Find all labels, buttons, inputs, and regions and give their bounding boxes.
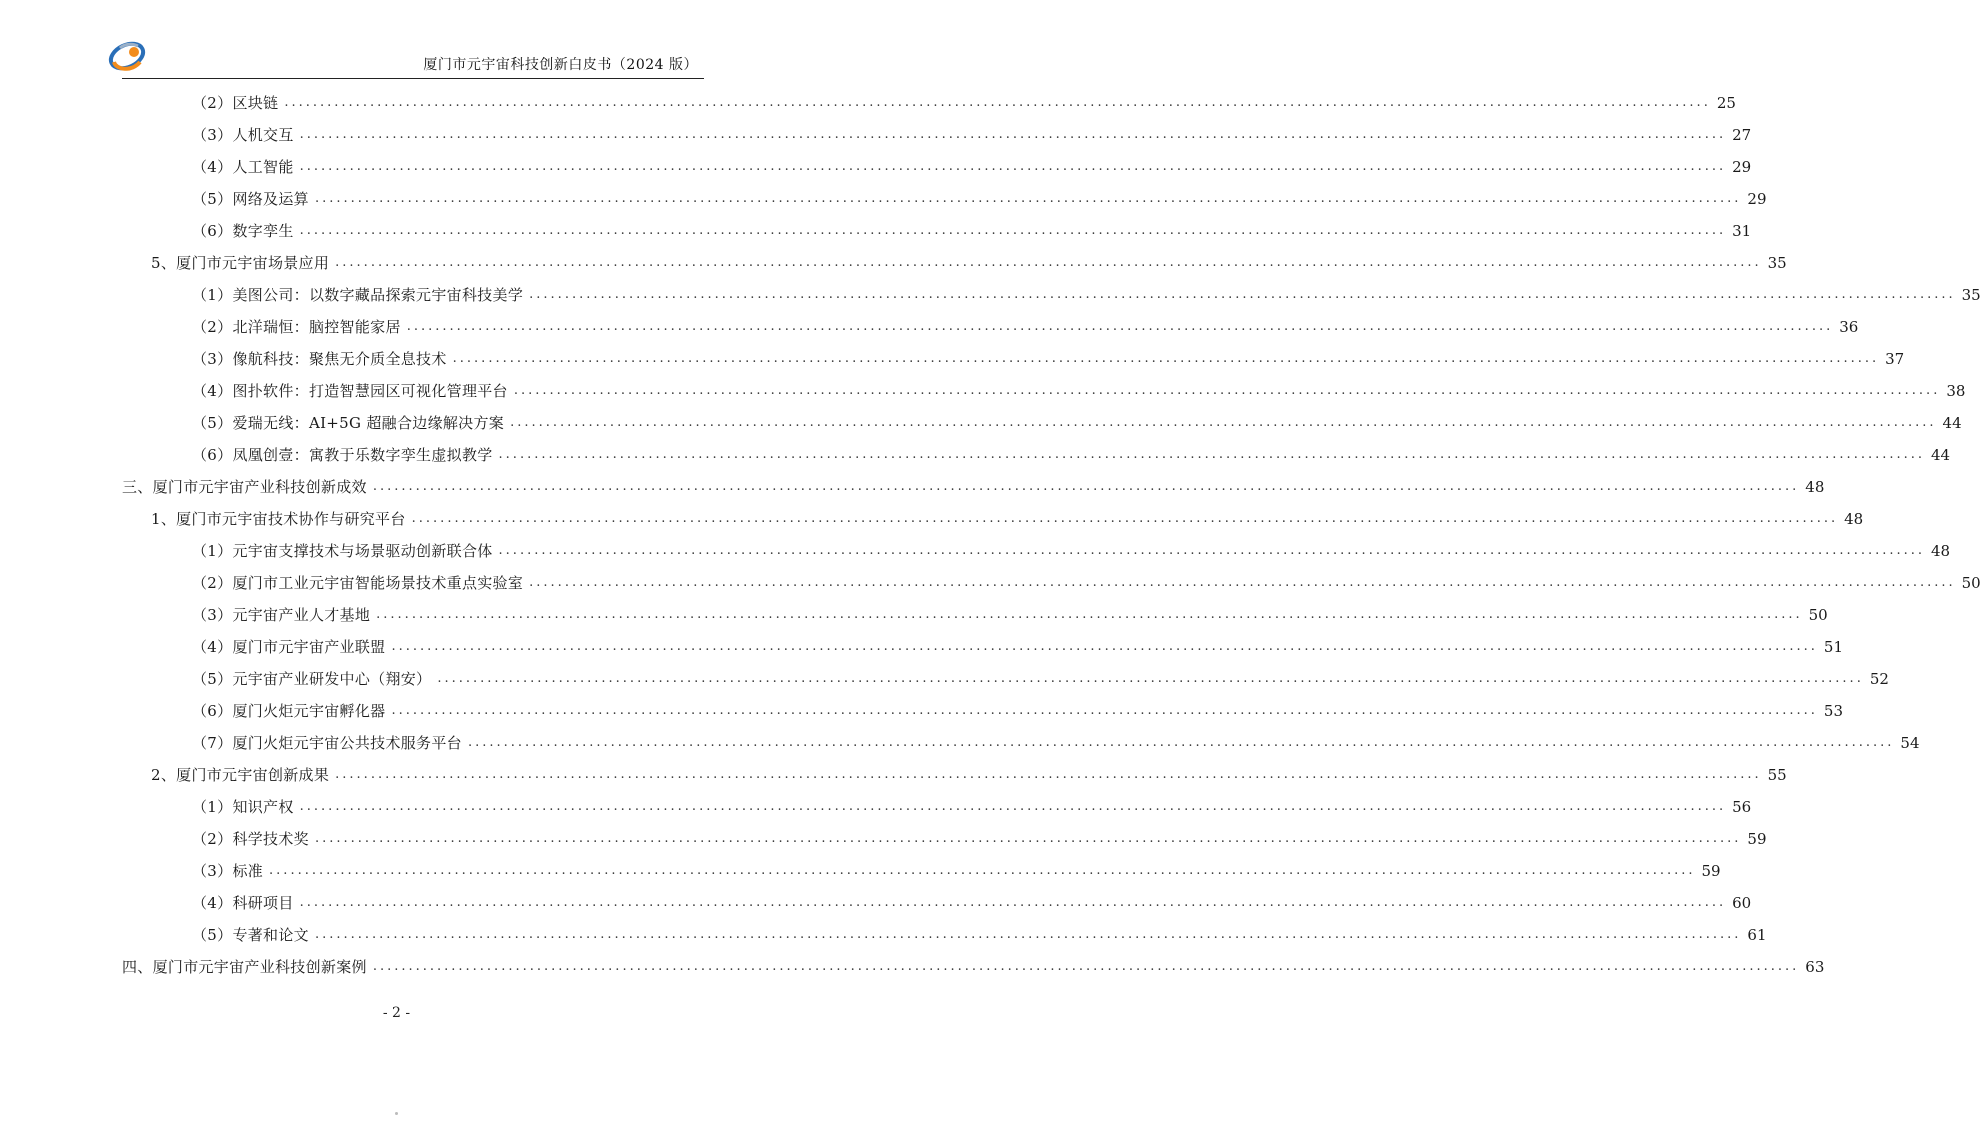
toc-entry-label: 1、厦门市元宇宙技术协作与研究平台 bbox=[151, 510, 406, 528]
toc-leader-dots: ........................................................................................................................................................................................................ bbox=[269, 863, 1696, 878]
toc-entry-label: （6）凤凰创壹：寓教于乐数字孪生虚拟教学 bbox=[192, 446, 493, 464]
toc-entry[interactable] bbox=[192, 567, 1981, 599]
toc-entry[interactable] bbox=[192, 279, 1981, 311]
toc-entry-page: 50 bbox=[1808, 606, 1828, 624]
toc-leader-dots: ........................................................................................................................................................................................................ bbox=[391, 703, 1818, 718]
toc-leader-dots: ........................................................................................................................................................................................................ bbox=[335, 767, 1762, 782]
toc-entry-page: 35 bbox=[1767, 254, 1787, 272]
toc-entry-label: （3）标准 bbox=[192, 862, 264, 880]
toc-entry-page: 53 bbox=[1823, 702, 1844, 720]
toc-entry-label: （5）专著和论文 bbox=[192, 926, 309, 944]
orbit-logo-icon bbox=[106, 38, 148, 74]
toc-leader-dots: ........................................................................................................................................................................................................ bbox=[510, 415, 1937, 430]
toc-entry-page: 59 bbox=[1701, 862, 1721, 880]
toc-leader-dots: ........................................................................................................................................................................................................ bbox=[335, 255, 1762, 270]
toc-entry-label: （3）像航科技：聚焦无介质全息技术 bbox=[192, 350, 447, 368]
toc-entry-label: （6）数字孪生 bbox=[192, 222, 294, 240]
toc-entry-label: 四、厦门市元宇宙产业科技创新案例 bbox=[122, 958, 367, 976]
toc-entry-page: 37 bbox=[1885, 350, 1905, 368]
toc-entry-label: （2）北洋瑞恒：脑控智能家居 bbox=[192, 318, 401, 336]
toc-leader-dots: ........................................................................................................................................................................................................ bbox=[513, 383, 1941, 398]
toc-entry[interactable] bbox=[192, 727, 1920, 759]
toc-entry-label: （5）爱瑞无线：AI+5G 超融合边缘解决方案 bbox=[192, 414, 505, 432]
toc-entry-page: 48 bbox=[1805, 478, 1825, 496]
toc-leader-dots: ........................................................................................................................................................................................................ bbox=[452, 351, 1880, 366]
toc-entry[interactable] bbox=[151, 247, 1787, 279]
toc-entry[interactable] bbox=[192, 535, 1951, 567]
toc-entry-page: 44 bbox=[1931, 446, 1951, 464]
toc-entry-page: 60 bbox=[1732, 894, 1752, 912]
toc-leader-dots: ........................................................................................................................................................................................................ bbox=[299, 127, 1727, 142]
toc-entry[interactable] bbox=[192, 887, 1752, 919]
toc-entry[interactable] bbox=[151, 503, 1864, 535]
toc-entry-label: （3）元宇宙产业人才基地 bbox=[192, 606, 371, 624]
toc-entry-page: 61 bbox=[1747, 926, 1767, 944]
toc-entry-page: 48 bbox=[1844, 510, 1864, 528]
toc-entry-page: 52 bbox=[1869, 670, 1889, 688]
toc-entry-label: （5）元宇宙产业研发中心（翔安） bbox=[192, 670, 432, 688]
toc-leader-dots: ........................................................................................................................................................................................................ bbox=[299, 799, 1727, 814]
toc-entry[interactable] bbox=[192, 439, 1951, 471]
toc-leader-dots: ........................................................................................................................................................................................................ bbox=[406, 319, 1834, 334]
toc-leader-dots: ........................................................................................................................................................................................................ bbox=[376, 607, 1803, 622]
toc-leader-dots: ........................................................................................................................................................................................................ bbox=[498, 543, 1926, 558]
toc-entry[interactable] bbox=[192, 663, 1889, 695]
toc-entry[interactable] bbox=[192, 151, 1752, 183]
toc-entry-label: 2、厦门市元宇宙创新成果 bbox=[151, 766, 330, 784]
toc-entry[interactable] bbox=[151, 759, 1787, 791]
toc-entry-label: （7）厦门火炬元宇宙公共技术服务平台 bbox=[192, 734, 462, 752]
toc-entry-label: （5）网络及运算 bbox=[192, 190, 309, 208]
toc-entry[interactable] bbox=[192, 183, 1767, 215]
toc-entry-label: （1）美图公司：以数字藏品探索元宇宙科技美学 bbox=[192, 286, 524, 304]
toc-entry[interactable] bbox=[192, 407, 1962, 439]
toc-entry[interactable] bbox=[192, 695, 1844, 727]
toc-leader-dots: ........................................................................................................................................................................................................ bbox=[314, 191, 1742, 206]
toc-leader-dots: ........................................................................................................................................................................................................ bbox=[314, 831, 1742, 846]
toc-entry-page: 29 bbox=[1732, 158, 1752, 176]
toc-entry[interactable] bbox=[192, 631, 1844, 663]
toc-entry-label: 5、厦门市元宇宙场景应用 bbox=[151, 254, 330, 272]
toc-entry-page: 59 bbox=[1747, 830, 1767, 848]
toc-entry-page: 35 bbox=[1961, 286, 1981, 304]
toc-entry-page: 48 bbox=[1931, 542, 1951, 560]
toc-entry-label: （1）元宇宙支撑技术与场景驱动创新联合体 bbox=[192, 542, 493, 560]
toc-entry-label: （6）厦门火炬元宇宙孵化器 bbox=[192, 702, 386, 720]
toc-entry-page: 36 bbox=[1839, 318, 1859, 336]
toc-entry-label: （2）科学技术奖 bbox=[192, 830, 309, 848]
toc-entry-label: （4）图扑软件：打造智慧园区可视化管理平台 bbox=[192, 382, 508, 400]
toc-entry-page: 55 bbox=[1767, 766, 1787, 784]
toc-entry-label: （1）知识产权 bbox=[192, 798, 294, 816]
toc-entry-label: （4）科研项目 bbox=[192, 894, 294, 912]
toc-entry-label: （2）厦门市工业元宇宙智能场景技术重点实验室 bbox=[192, 574, 524, 592]
toc-entry-page: 31 bbox=[1732, 222, 1752, 240]
toc-entry-page: 29 bbox=[1747, 190, 1767, 208]
toc-leader-dots: ........................................................................................................................................................................................................ bbox=[372, 479, 1800, 494]
toc-leader-dots: ........................................................................................................................................................................................................ bbox=[467, 735, 1895, 750]
toc-entry-page: 25 bbox=[1716, 94, 1736, 112]
toc-entry-page: 38 bbox=[1946, 382, 1966, 400]
toc-entry-label: （2）区块链 bbox=[192, 94, 279, 112]
toc-entry-label: （4）人工智能 bbox=[192, 158, 294, 176]
toc-entry-page: 63 bbox=[1805, 958, 1825, 976]
toc-leader-dots: ........................................................................................................................................................................................................ bbox=[299, 223, 1727, 238]
toc-entry-page: 56 bbox=[1732, 798, 1752, 816]
toc-entry-label: （3）人机交互 bbox=[192, 126, 294, 144]
toc-entry[interactable] bbox=[192, 599, 1828, 631]
toc-entry-page: 54 bbox=[1900, 734, 1920, 752]
toc-entry[interactable] bbox=[122, 471, 1825, 503]
toc-entry[interactable] bbox=[192, 791, 1752, 823]
toc-entry-page: 51 bbox=[1823, 638, 1844, 656]
toc-entry[interactable] bbox=[122, 951, 1825, 983]
toc-entry-label: （4）厦门市元宇宙产业联盟 bbox=[192, 638, 386, 656]
page-header bbox=[122, 36, 704, 79]
toc-leader-dots: ........................................................................................................................................................................................................ bbox=[437, 671, 1864, 686]
toc-entry[interactable] bbox=[192, 87, 1736, 119]
toc-leader-dots: ........................................................................................................................................................................................................ bbox=[284, 95, 1711, 110]
toc-entry[interactable] bbox=[192, 215, 1752, 247]
toc-entry[interactable] bbox=[192, 919, 1767, 951]
toc-leader-dots: ........................................................................................................................................................................................................ bbox=[299, 895, 1727, 910]
toc-entry[interactable] bbox=[192, 823, 1767, 855]
toc-leader-dots: ........................................................................................................................................................................................................ bbox=[529, 575, 1956, 590]
toc-leader-dots: ........................................................................................................................................................................................................ bbox=[299, 159, 1727, 174]
scan-dot bbox=[395, 1112, 398, 1115]
toc-leader-dots: ........................................................................................................................................................................................................ bbox=[411, 511, 1839, 526]
toc-leader-dots: ........................................................................................................................................................................................................ bbox=[314, 927, 1742, 942]
toc-entry[interactable] bbox=[192, 343, 1905, 375]
toc-entry-page: 44 bbox=[1942, 414, 1962, 432]
toc-leader-dots: ........................................................................................................................................................................................................ bbox=[391, 639, 1818, 654]
toc-leader-dots: ........................................................................................................................................................................................................ bbox=[498, 447, 1926, 462]
toc-entry[interactable] bbox=[192, 375, 1966, 407]
toc-entry[interactable] bbox=[192, 119, 1752, 151]
toc-entry-label: 三、厦门市元宇宙产业科技创新成效 bbox=[122, 478, 367, 496]
toc-entry[interactable] bbox=[192, 311, 1859, 343]
toc-entry[interactable] bbox=[192, 855, 1721, 887]
document-title: 厦门市元宇宙科技创新白皮书（2024 版） bbox=[423, 57, 698, 73]
page-number: - 2 - bbox=[382, 1005, 411, 1021]
toc-leader-dots: ........................................................................................................................................................................................................ bbox=[372, 959, 1800, 974]
toc-entry-page: 50 bbox=[1961, 574, 1981, 592]
toc-entry-page: 27 bbox=[1732, 126, 1752, 144]
toc-leader-dots: ........................................................................................................................................................................................................ bbox=[529, 287, 1956, 302]
